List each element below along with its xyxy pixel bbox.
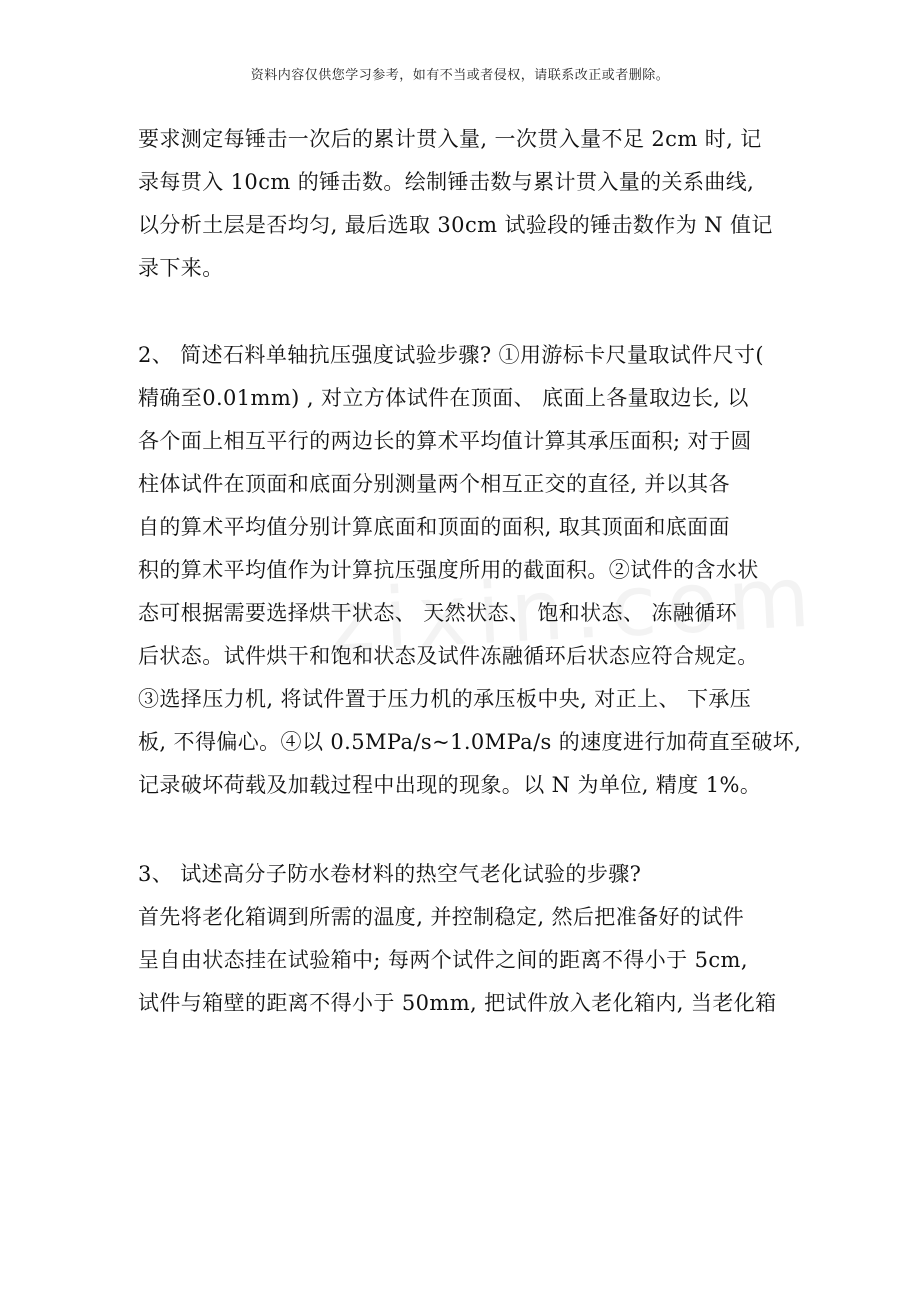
- paragraph-gap: [138, 290, 788, 334]
- paragraph-gap: [138, 807, 788, 853]
- text-line: 录下来。: [138, 256, 224, 280]
- text-line: 态可根据需要选择烘干状态、 天然状态、 饱和状态、 冻融循环: [138, 601, 738, 625]
- paragraph-1: [138, 118, 788, 290]
- text-line: 要求测定每锤击一次后的累计贯入量, 一次贯入量不足 2cm 时, 记: [138, 127, 762, 151]
- text-line: 柱体试件在顶面和底面分别测量两个相互正交的直径, 并以其各: [138, 472, 730, 496]
- question-heading: 3、 试述高分子防水卷材料的热空气老化试验的步骤?: [138, 862, 642, 886]
- disclaimer-header: 资料内容仅供您学习参考，如有不当或者侵权，请联系改正或者删除。: [250, 68, 670, 83]
- question-heading: 2、 简述石料单轴抗压强度试验步骤? ①用游标卡尺量取试件尺寸(: [138, 343, 764, 367]
- text-line: 录每贯入 10cm 的锤击数。绘制锤击数与累计贯入量的关系曲线,: [138, 170, 755, 194]
- text-line: 记录破坏荷载及加载过程中出现的现象。以 N 为单位, 精度 1%。: [138, 773, 762, 797]
- text-line: 试件与箱壁的距离不得小于 50mm, 把试件放入老化箱内, 当老化箱: [138, 991, 777, 1015]
- paragraph-3: [138, 853, 788, 1025]
- text-line: 以分析土层是否均匀, 最后选取 30cm 试验段的锤击数作为 N 值记: [138, 213, 773, 237]
- paragraph-2: [138, 334, 802, 807]
- text-line: 自的算术平均值分别计算底面和顶面的面积, 取其顶面和底面面: [138, 515, 730, 539]
- text-line: 各个面上相互平行的两边长的算术平均值计算其承压面积; 对于圆: [138, 429, 752, 453]
- document-body: [138, 118, 802, 1025]
- text-line: 呈自由状态挂在试验箱中; 每两个试件之间的距离不得小于 5cm,: [138, 948, 748, 972]
- text-line: 首先将老化箱调到所需的温度, 并控制稳定, 然后把准备好的试件: [138, 905, 745, 929]
- text-line: 板, 不得偏心。④以 0.5MPa/s~1.0MPa/s 的速度进行加荷直至破坏,: [138, 730, 802, 754]
- text-line: 积的算术平均值作为计算抗压强度所用的截面积。②试件的含水状: [138, 558, 759, 582]
- text-line: 后状态。试件烘干和饱和状态及试件冻融循环后状态应符合规定。: [138, 644, 759, 668]
- text-line: ③选择压力机, 将试件置于压力机的承压板中央, 对正上、 下承压: [138, 687, 752, 711]
- text-line: 精确至0.01mm) , 对立方体试件在顶面、 底面上各量取边长, 以: [138, 386, 749, 410]
